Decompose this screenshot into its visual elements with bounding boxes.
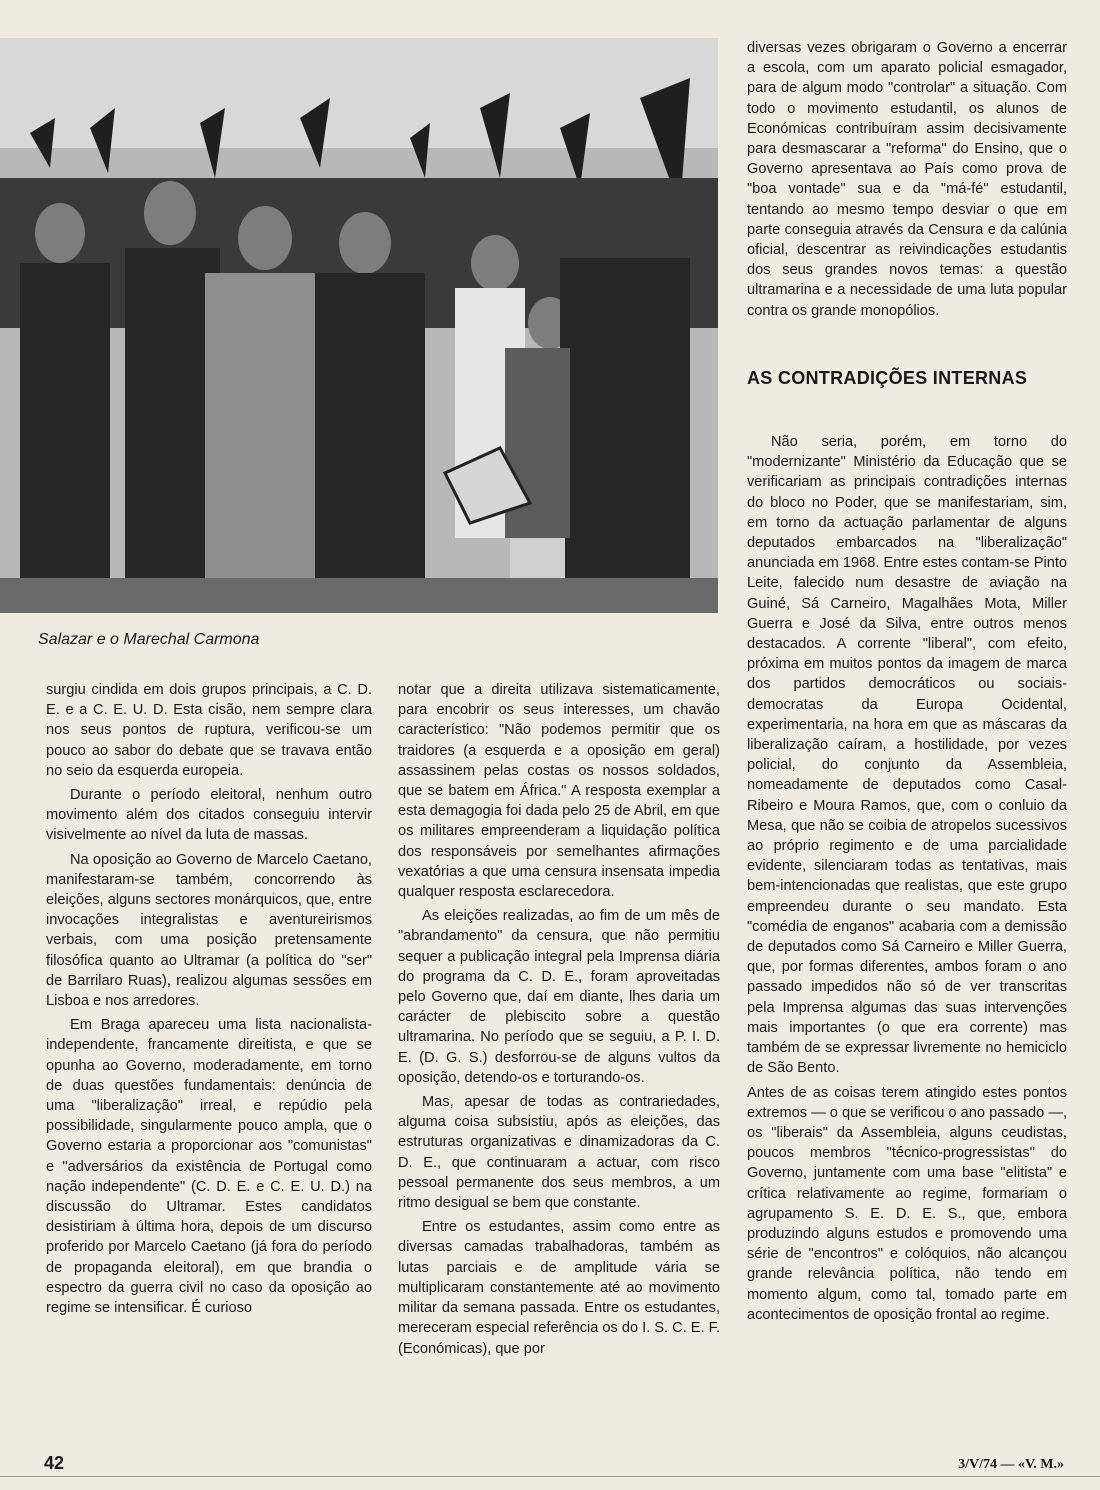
crowd-photo-illustration — [0, 38, 718, 613]
issue-date: 3/V/74 — «V. M.» — [958, 1457, 1064, 1472]
col1-paragraph-4: Em Braga apareceu uma lista nacionalista-independente, francamente direitista, e que se opunha ao Governo, moderadamente, em torno de duas questões fundamentais: denúncia de uma "liberalização" irreal, e repúdio pela possibilidade, singularmente pouco ampla, que o Governo estaria a proporcionar aos "comunistas" e "adversários da existência de Portugal como nação independente" (C. D. E. e C. E. U. D.) na discussão do Ultramar. Estes candidatos desistiriam à última hora, depois de um discurso proferido por Marcelo Caetano (já fora do período de propaganda eleitoral), em que brandia o espectro da guerra civil no caso da oposição ao regime se intensificar. É curioso — [46, 1017, 372, 1317]
col3-paragraph-2: Antes de as coisas terem atingido estes pontos extremos — o que se verificou o ano passado —, os "liberais" da Assembleia, alguns ceudistas, poucos membros "técnico-progressistas" do Governo, juntamente com uma base "elitista" e crítica relativamente ao regime, formariam o agrupamento S. E. D. E. S., que, embora produzindo alguns estudos e promovendo uma série de "encontros" e colóquios, não alcançou grande relevância política, não tendo em momento algum, como tal, tomado parte em acontecimentos de oposição frontal ao regime. — [747, 1084, 1067, 1323]
col1-paragraph-3: Na oposição ao Governo de Marcelo Caetano, manifestaram-se também, concorrendo às eleições, alguns sectores monárquicos, que, entre invocações integralistas e aventureirismos verbais, com uma posição pretensamente filosófica quanto ao Ultramar (a política do "ser" de Barrilaro Ruas), realizou algumas sessões em Lisboa e nos arredores. — [46, 851, 372, 1010]
col1-paragraph-1: surgiu cindida em dois grupos principais, a C. D. E. e a C. E. U. D. Esta cisão, nem sempre clara nos seus pontos de ruptura, verificou-se um pouco ao sabor do debate que se travava então no seio da esquerda europeia. — [46, 682, 372, 779]
col2-paragraph-3: Mas, apesar de todas as contrariedades, alguma coisa subsistiu, após as eleições, das estruturas organizativas e dinamizadoras da C. D. E., que continuaram a actuar, com risco pessoal permanente dos seus membros, a um ritmo desigual se bem que constante. — [398, 1094, 720, 1212]
photograph — [0, 38, 718, 613]
column-1 — [46, 680, 372, 1440]
page-number: 42 — [44, 1453, 65, 1473]
section-heading: AS CONTRADIÇÕES INTERNAS — [747, 368, 1028, 388]
col3-paragraph-1: Não seria, porém, em torno do "modernizante" Ministério da Educação que se verificariam as principais contradições internas do bloco no Poder, que se manifestariam, sim, em torno da actuação parlamentar de alguns deputados embarcados na "liberalização" anunciada em 1968. Entre estes contam-se Pinto Leite, falecido num desastre de aviação na Guiné, Sá Carneiro, Magalhães Mota, Miller Guerra e José da Silva, entre outros menos destacados. A corrente "liberal", com efeito, próxima em muitos pontos da imagem de marca dos partidos democráticos ou sociais-democratas da Europa Ocidental, experimentaria, na hora em que as máscaras da liberalização caíram, a hostilidade, por vezes policial, do conjunto da Assembleia, nomeadamente de deputados como Casal-Ribeiro e Moura Ramos, que, com o conluio da Mesa, que não se coibia de atropelos sucessivos ao próprio regimento e de uma parcialidade evidente, silenciaram todas as tentativas, mais bem-intencionadas que realistas, que este grupo empreendeu durante o seu mandato. Esta "comédia de enganos" acabaria com a demissão de deputados como Sá Carneiro e Miller Guerra, que, por formas diferentes, ambos foram o ano passado impedidos não só de ver transcritas pela Imprensa algumas das suas intervenções mais importantes (o que era corrente) mas também de se expressar livremente no hemiciclo de São Bento. — [747, 434, 1067, 1077]
col2-paragraph-2: As eleições realizadas, ao fim de um mês de "abrandamento" da censura, que não permitiu sequer a publicação integral pela Imprensa diária do programa da C. D. E., foram aproveitadas pelo Governo que, daí em diante, lhes daria um carácter de plebiscito sobre a questão ultramarina. No período que se seguiu, a P. I. D. E. (D. G. S.) desforrou-se de alguns vultos da oposição, detendo-os e torturando-os. — [398, 908, 720, 1086]
column-3-body — [747, 432, 1067, 1437]
footer-rule — [0, 1476, 1100, 1477]
column-3-top — [747, 38, 1067, 358]
column-2 — [398, 680, 720, 1440]
photo-caption: Salazar e o Marechal Carmona — [38, 631, 260, 648]
col3-top-paragraph: diversas vezes obrigaram o Governo a encerrar a escola, com um aparato policial esmagador, para de algum modo "controlar" a situação. Com todo o movimento estudantil, os alunos de Económicas contribuíram assim decisivamente para desmascarar a "reforma" do Ensino, que o Governo apresentava ao País como prova de "boa vontade" sua e da "má-fé" estudantil, tentando ao mesmo tempo desviar o que em parte conseguia através da Censura e da calúnia oficial, descentrar as reivindicações estudantis dos seus grandes novos temas: a questão ultramarina e a necessidade de uma luta popular contra os grande monopólios. — [747, 40, 1067, 319]
col1-paragraph-2: Durante o período eleitoral, nenhum outro movimento além dos citados conseguiu intervir visivelmente ao nível da luta de massas. — [46, 787, 372, 844]
col2-paragraph-1: notar que a direita utilizava sistematicamente, para encobrir os seus interesses, um chavão característico: "Não podemos permitir que os traidores (a esquerda e a oposição em geral) assassinem pelas costas os nossos soldados, que se batem em África." A resposta exemplar a esta demagogia foi dada pelo 25 de Abril, em que os militares empreenderam a liquidação política dos responsáveis por semelhantes afirmações vexatórias a que uma censura insensata impedia qualquer resposta esclarecedora. — [398, 682, 720, 901]
col2-paragraph-4: Entre os estudantes, assim como entre as diversas camadas trabalhadoras, também as lutas parciais e de amplitude vária se multiplicaram constantemente até ao movimento militar da semana passada. Entre os estudantes, mereceram especial referência os do I. S. C. E. F. (Económicas), que por — [398, 1219, 720, 1357]
